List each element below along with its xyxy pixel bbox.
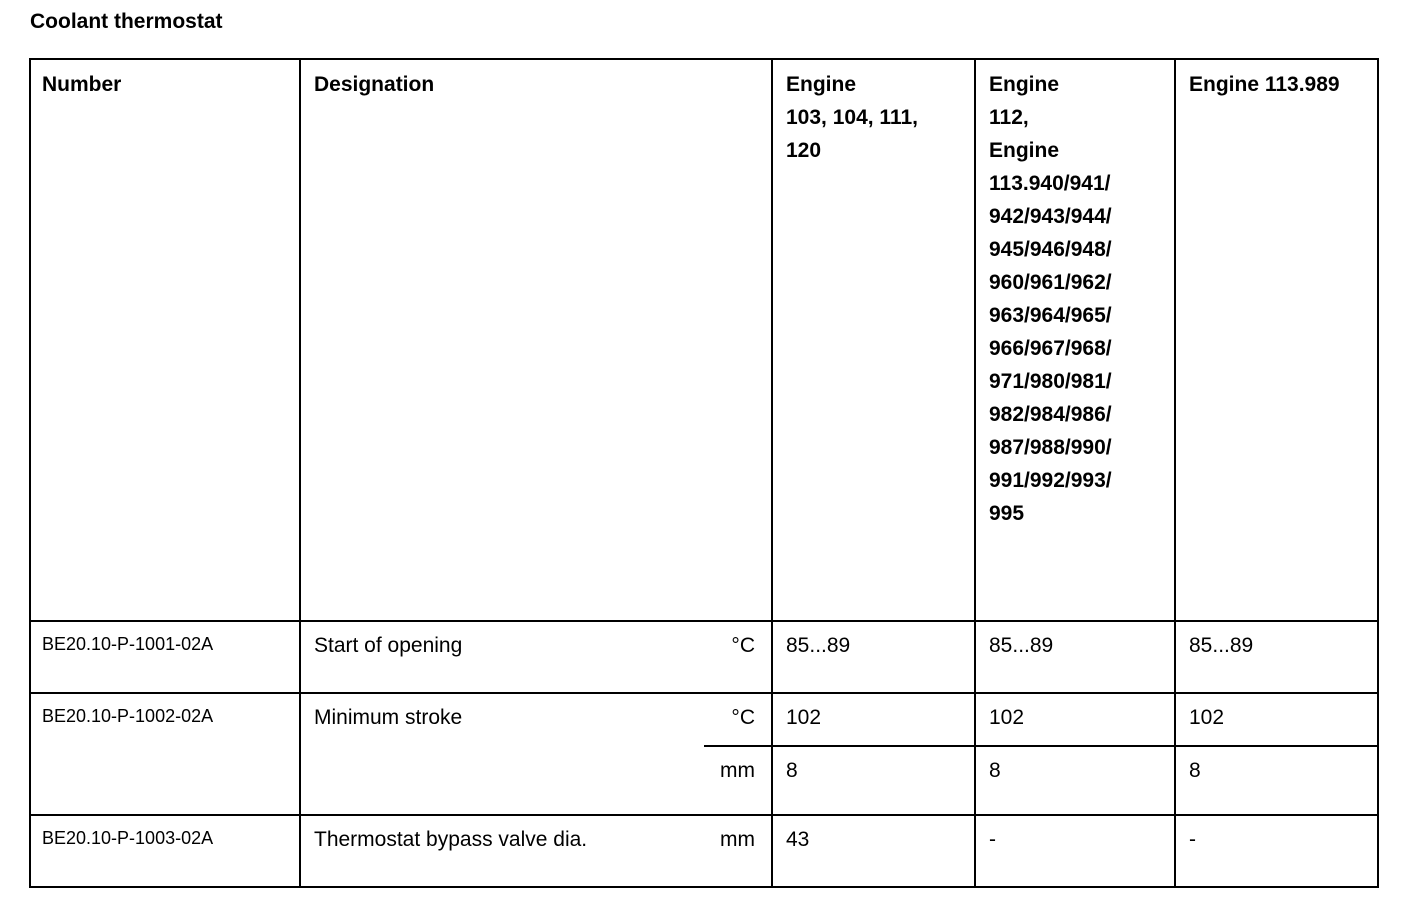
row-value-engine-a: 43: [772, 815, 975, 887]
row-unit: °C: [704, 693, 772, 746]
coolant-thermostat-table: [29, 58, 1379, 888]
row-value-engine-c: 85...89: [1175, 621, 1378, 693]
header-designation: Designation: [300, 59, 772, 621]
row-value-engine-c: 8: [1175, 746, 1378, 815]
header-engine-c: Engine 113.989: [1175, 59, 1378, 621]
row-value-engine-a: 8: [772, 746, 975, 815]
table-row: [30, 621, 1378, 693]
row-value-engine-b: 85...89: [975, 621, 1175, 693]
header-number: Number: [30, 59, 300, 621]
row-value-engine-a: 85...89: [772, 621, 975, 693]
header-engine-b-line: 971/980/981/: [989, 370, 1112, 393]
row-value-engine-c: 102: [1175, 693, 1378, 746]
row-value-engine-b: 8: [975, 746, 1175, 815]
header-engine-b-line: 942/943/944/: [989, 205, 1112, 228]
row-designation: Start of opening: [300, 621, 704, 693]
header-engine-b-line: 995: [989, 502, 1025, 525]
header-engine-b-line: 982/984/986/: [989, 403, 1112, 426]
table-header-row: [30, 59, 1378, 621]
header-engine-a-line: 120: [786, 139, 822, 162]
page-title: Coolant thermostat: [30, 10, 223, 33]
header-engine-a-line: 103, 104, 111,: [786, 106, 918, 129]
header-engine-a: [772, 59, 975, 621]
header-engine-b-line: 945/946/948/: [989, 238, 1112, 261]
header-engine-b-line: Engine: [989, 139, 1060, 162]
row-value-engine-b: 102: [975, 693, 1175, 746]
header-engine-b-line: 966/967/968/: [989, 337, 1112, 360]
table-row: [30, 693, 1378, 746]
header-engine-b-line: 112,: [989, 106, 1029, 129]
row-designation: Thermostat bypass valve dia.: [300, 815, 704, 887]
header-engine-b-line: 113.940/941/: [989, 172, 1111, 195]
row-value-engine-c: -: [1175, 815, 1378, 887]
header-engine-b-line: 963/964/965/: [989, 304, 1112, 327]
header-engine-b-line: 987/988/990/: [989, 436, 1112, 459]
header-engine-b-line: 960/961/962/: [989, 271, 1112, 294]
row-unit: mm: [704, 746, 772, 815]
row-value-engine-b: -: [975, 815, 1175, 887]
row-number: BE20.10-P-1002-02A: [30, 693, 300, 815]
row-value-engine-a: 102: [772, 693, 975, 746]
row-number: BE20.10-P-1003-02A: [30, 815, 300, 887]
table-row: [30, 815, 1378, 887]
row-unit: °C: [704, 621, 772, 693]
header-engine-b-line: 991/992/993/: [989, 469, 1112, 492]
header-engine-b: [975, 59, 1175, 621]
row-designation: Minimum stroke: [300, 693, 704, 815]
row-unit: mm: [704, 815, 772, 887]
row-number: BE20.10-P-1001-02A: [30, 621, 300, 693]
header-engine-b-line: Engine: [989, 73, 1060, 96]
header-engine-a-line: Engine: [786, 73, 857, 96]
